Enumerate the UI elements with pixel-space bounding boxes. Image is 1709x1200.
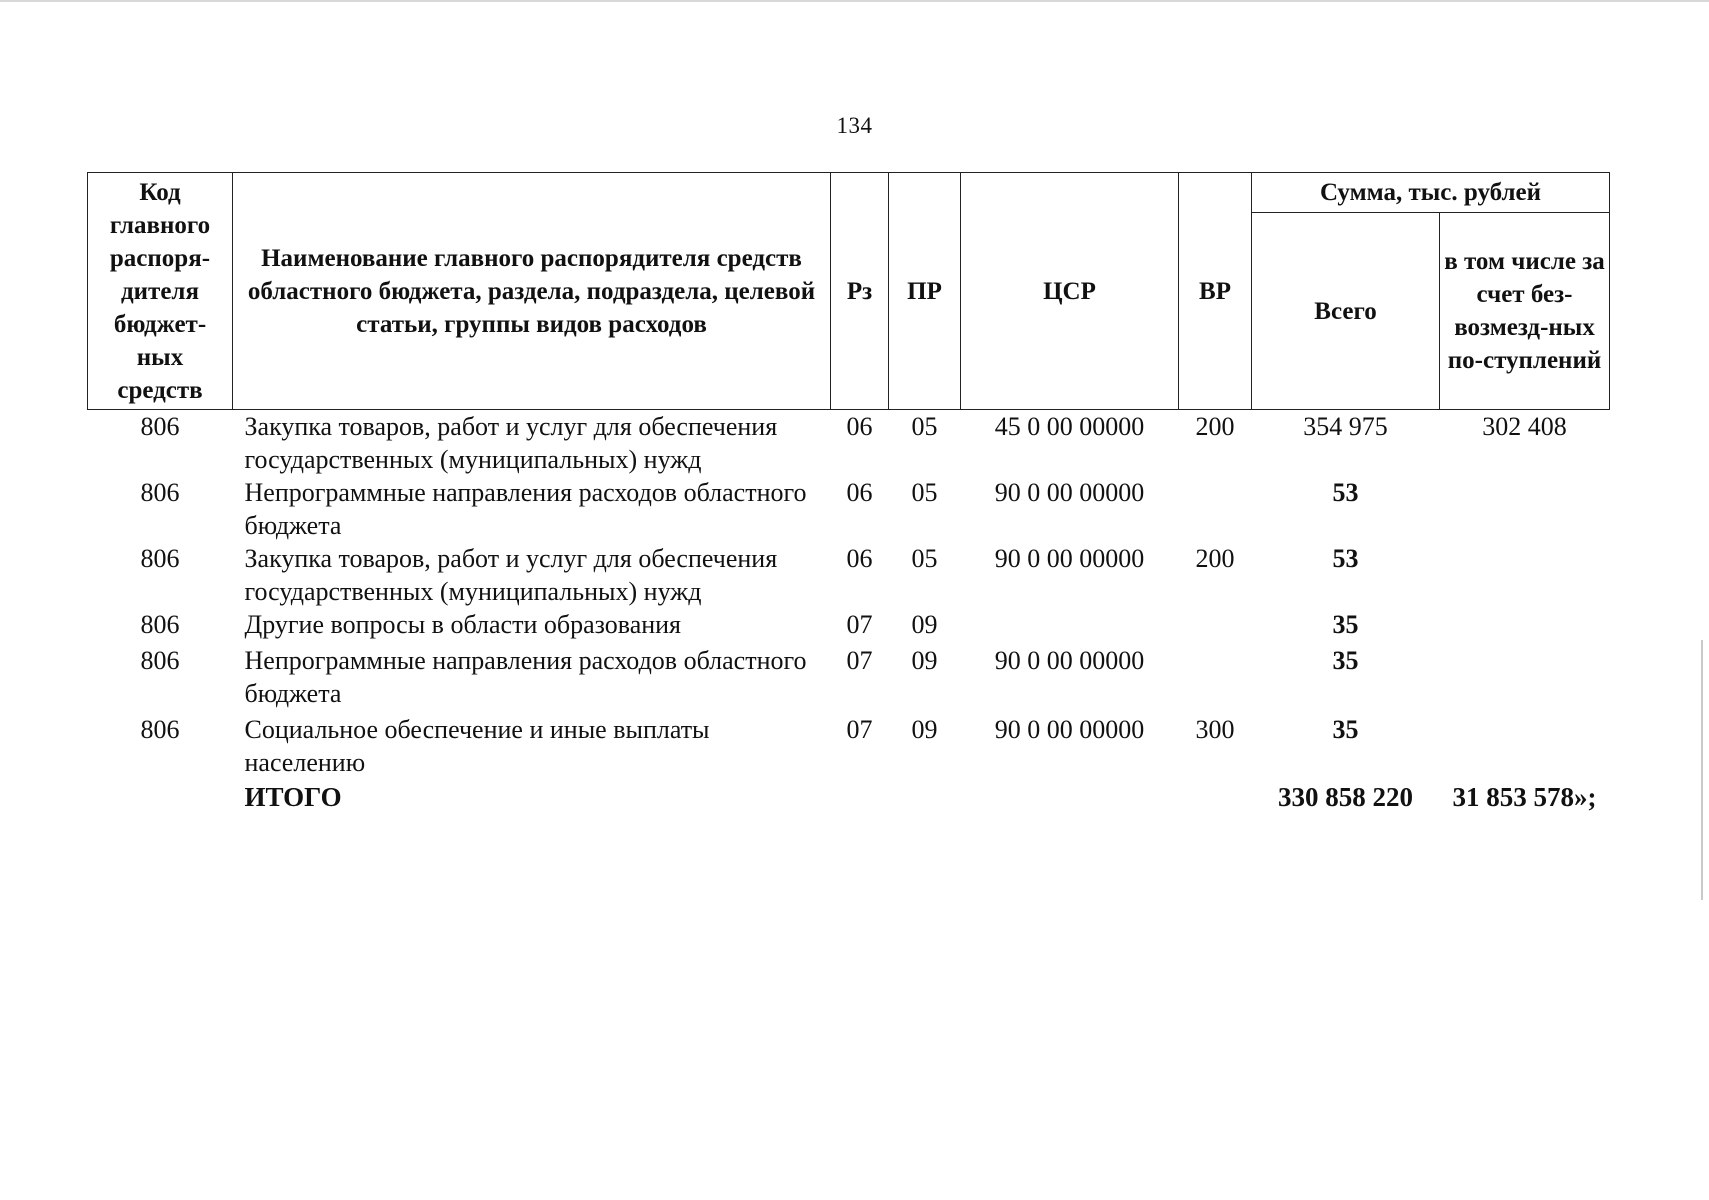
cell-vr [1179,476,1252,542]
summary-total: 330 858 220 [1278,782,1413,812]
cell-rz: 06 [846,412,873,441]
summary-empty-vr [1179,779,1252,814]
header-total: Всего [1252,213,1440,410]
cell-code: 806 [140,610,180,639]
table-row [88,608,1610,641]
cell-pr: 05 [911,544,938,573]
cell-rz: 07 [846,646,873,675]
cell-name: Закупка товаров, работ и услуг для обеспечения государственных (муниципальных) нужд [244,412,778,474]
header-sum-group: Сумма, тыс. рублей [1252,173,1610,213]
header-csr: ЦСР [961,173,1179,410]
table-header [88,173,1610,410]
summary-label: ИТОГО [244,782,342,812]
cell-code: 806 [140,412,180,441]
summary-empty-code [88,779,233,814]
cell-code: 806 [140,646,180,675]
cell-rz: 07 [846,715,873,744]
cell-csr: 90 0 00 00000 [994,646,1145,675]
summary-row [88,779,1610,814]
cell-name: Социальное обеспечение и иные выплаты населению [244,715,710,777]
cell-pr: 05 [911,478,938,507]
cell-csr: 90 0 00 00000 [994,478,1145,507]
summary-empty-pr [889,779,961,814]
header-free: в том числе за счет без-возмезд-ных по-ступлений [1440,213,1610,410]
scan-edge-top [0,0,1709,2]
cell-free [1440,542,1610,608]
cell-name: Другие вопросы в области образования [244,610,682,639]
scan-edge-right [1701,640,1703,900]
cell-total: 354 975 [1303,412,1388,441]
cell-vr: 200 [1195,544,1235,573]
cell-vr: 300 [1195,715,1235,744]
cell-code: 806 [140,715,180,744]
cell-csr [961,608,1179,641]
cell-free [1440,608,1610,641]
table-row [88,542,1610,608]
budget-table [87,172,1610,814]
cell-rz: 07 [846,610,873,639]
table-row [88,641,1610,710]
cell-csr: 45 0 00 00000 [994,412,1145,441]
cell-rz: 06 [846,478,873,507]
cell-free: 302 408 [1482,412,1567,441]
cell-total: 53 [1332,478,1359,507]
cell-name: Закупка товаров, работ и услуг для обеспечения государственных (муниципальных) нужд [244,544,778,606]
cell-total: 35 [1332,610,1359,639]
header-name: Наименование главного распорядителя средств областного бюджета, раздела, подраздела, целевой статьи, группы видов расходов [233,173,831,410]
cell-free [1440,710,1610,779]
summary-empty-csr [961,779,1179,814]
cell-name: Непрограммные направления расходов областного бюджета [244,478,807,540]
cell-pr: 09 [911,610,938,639]
cell-total: 35 [1332,715,1359,744]
cell-code: 806 [140,544,180,573]
table-row [88,410,1610,477]
cell-code: 806 [140,478,180,507]
cell-name: Непрограммные направления расходов областного бюджета [244,646,807,708]
summary-empty-rz [831,779,889,814]
cell-free [1440,641,1610,710]
header-rz: Рз [831,173,889,410]
cell-pr: 05 [911,412,938,441]
cell-pr: 09 [911,715,938,744]
cell-csr: 90 0 00 00000 [994,715,1145,744]
table-row [88,476,1610,542]
cell-vr [1179,608,1252,641]
page-number: 134 [836,113,873,138]
cell-csr: 90 0 00 00000 [994,544,1145,573]
table-body [88,410,1610,815]
cell-vr: 200 [1195,412,1235,441]
cell-vr [1179,641,1252,710]
cell-total: 35 [1332,646,1359,675]
cell-free [1440,476,1610,542]
header-pr: ПР [889,173,961,410]
summary-free: 31 853 578»; [1452,782,1597,812]
cell-pr: 09 [911,646,938,675]
cell-rz: 06 [846,544,873,573]
header-code: Код главного распоря-дителя бюджет-ных средств [88,173,233,410]
header-vr: ВР [1179,173,1252,410]
cell-total: 53 [1332,544,1359,573]
table-row [88,710,1610,779]
